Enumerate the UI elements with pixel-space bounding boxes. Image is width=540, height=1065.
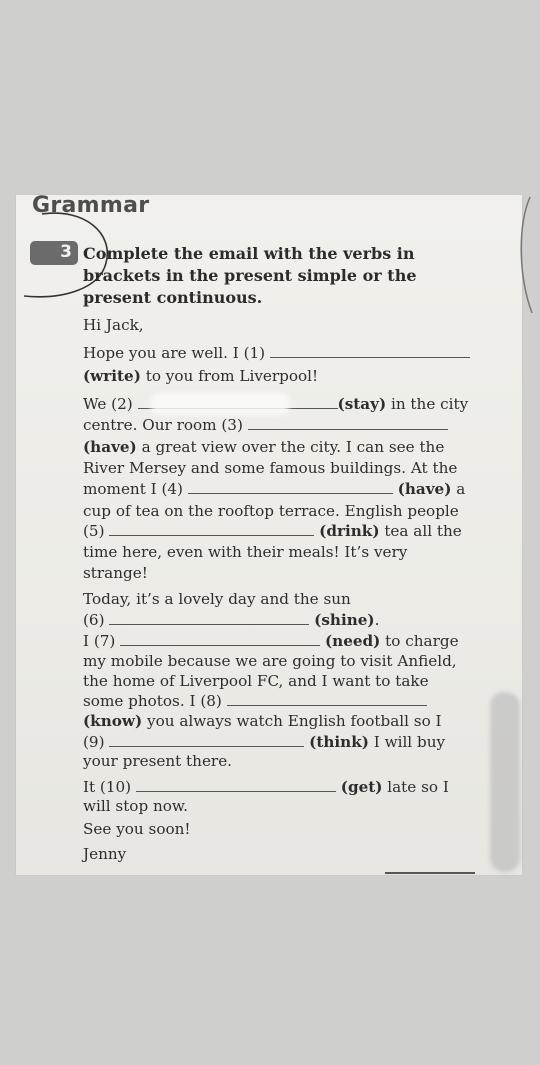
email-line: (9) (think) I will buy <box>83 733 446 751</box>
email-line: strange! <box>83 564 148 582</box>
answer-blank-3[interactable] <box>248 417 448 430</box>
instruction-line: brackets in the present simple or the <box>83 266 417 285</box>
email-greeting: Hi Jack, <box>83 316 144 334</box>
instruction-line: Complete the email with the verbs in <box>83 244 415 263</box>
email-line: cup of tea on the rooftop terrace. English people <box>83 502 459 520</box>
answer-blank-9[interactable] <box>109 734 304 747</box>
email-line: Today, it’s a lovely day and the sun <box>83 590 351 608</box>
email-line: my mobile because we are going to visit Anfield, <box>83 652 457 670</box>
answer-blank-1[interactable] <box>270 345 470 358</box>
email-line: (write) to you from Liverpool! <box>83 367 319 385</box>
email-line: I (7) (need) to charge <box>83 632 459 650</box>
email-line: We (2) (stay) in the city <box>83 395 469 413</box>
answer-blank-4[interactable] <box>188 481 393 494</box>
email-line: (know) you always watch English football so I <box>83 712 442 730</box>
email-line: River Mersey and some famous buildings. At the <box>83 459 458 477</box>
email-line: time here, even with their meals! It’s very <box>83 543 408 561</box>
email-signature: Jenny <box>83 845 127 863</box>
email-line: will stop now. <box>83 797 188 815</box>
answer-blank-7[interactable] <box>120 633 320 646</box>
exercise-number: 3 <box>60 242 72 262</box>
bottom-rule <box>385 872 475 874</box>
email-line: centre. Our room (3) <box>83 416 448 434</box>
page-blot <box>490 692 520 872</box>
email-line: the home of Liverpool FC, and I want to take <box>83 672 429 690</box>
email-line: moment I (4) (have) a <box>83 480 466 498</box>
email-line: (have) a great view over the city. I can see the <box>83 438 445 456</box>
exercise-instructions <box>83 243 503 309</box>
instruction-line: present continuous. <box>83 288 263 307</box>
email-line: your present there. <box>83 752 233 770</box>
answer-blank-6[interactable] <box>109 612 309 625</box>
email-line: It (10) (get) late so I <box>83 778 449 796</box>
email-closing: See you soon! <box>83 820 191 838</box>
page-edge-curve <box>512 195 536 315</box>
answer-blank-5[interactable] <box>109 523 314 536</box>
email-line: (5) (drink) tea all the <box>83 522 462 540</box>
email-line: (6) (shine). <box>83 611 380 629</box>
section-heading: Grammar <box>32 193 150 218</box>
erased-smudge <box>150 393 290 415</box>
answer-blank-8[interactable] <box>227 693 427 706</box>
answer-blank-10[interactable] <box>136 779 336 792</box>
email-line: Hope you are well. I (1) <box>83 344 470 362</box>
email-line: some photos. I (8) <box>83 692 427 710</box>
